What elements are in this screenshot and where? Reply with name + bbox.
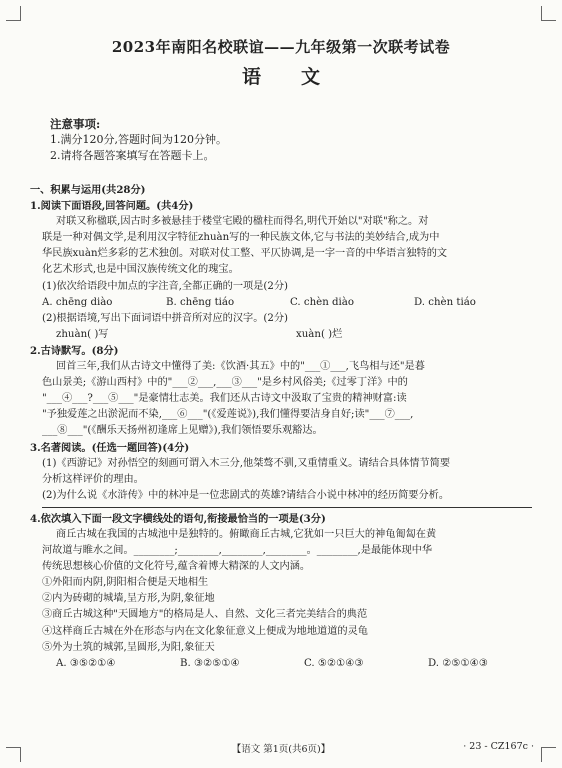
exam-body [30,182,540,672]
option-a: A. chēng diào [42,296,113,308]
statement-item: ③商丘古城这种"天圆地方"的格局是人、自然、文化三者完美结合的典范 [42,609,368,621]
reading-line: 分析这样评价的理由。 [42,473,144,485]
options-row [30,656,540,672]
passage-line: 对联又称楹联,因古时多被悬挂于楼堂宅殿的楹柱而得名,明代开始以"对联"称之。对 [56,216,429,228]
statement-item: ②内为砖砌的城墙,呈方形,为阴,象征地 [42,593,215,605]
option-b: B. chēng tiáo [166,296,235,308]
options-row [30,295,540,311]
answer-rule [42,507,532,508]
notice-heading: 注意事项: [50,117,101,131]
poem-line: "___④___?___⑤___"是豪情壮志美。我们还从古诗文中汲取了宝贵的精神财富:读 [42,393,407,405]
exam-subject: 语文 [241,66,360,88]
question-4-stem: 4.依次填入下面一段文字横线处的语句,衔接最恰当的一项是(3分) [30,512,326,525]
option-b: B. ③②⑤①④ [180,657,240,669]
crop-mark-top-left [6,6,21,21]
sub-question-1-2: (2)根据语境,写出下面词语中拼音所对应的汉字。(2分) [42,312,289,324]
passage-line: 化艺术形式,也是中国汉族传统文化的瑰宝。 [42,264,239,276]
fill-blank-2: xuàn( )烂 [296,328,343,340]
exam-title: 2023年南阳名校联谊——九年级第一次联考试卷 [111,38,451,56]
statement-item: ④这样商丘古城在外在形态与内在文化象征意义上便成为地地道道的灵龟 [42,625,368,637]
crop-mark-top-right [541,6,556,21]
option-c: C. ⑤②①④③ [304,657,364,669]
section-heading: 一、积累与运用(共28分) [30,184,146,196]
reading-line: (2)为什么说《水浒传》中的林冲是一位悲剧式的英雄?请结合小说中林冲的经历简要分析。 [42,489,450,501]
sub-question-1-1: (1)依次给语段中加点的字注音,全都正确的一项是(2分) [42,280,289,292]
fill-blank-1: zhuàn( )写 [56,328,109,340]
option-a: A. ③⑤②①④ [56,657,116,669]
passage-line: 商丘古城在我国的古城池中是独特的。俯瞰商丘古城,它犹如一只巨大的神龟匍匐在黄 [56,528,437,540]
question-3-stem: 3.名著阅读。(任选一题回答)(4分) [30,441,190,454]
fill-row [30,327,540,343]
exam-code: · 23 - CZ167c · [463,741,534,752]
question-2-stem: 2.古诗默写。(8分) [30,344,119,357]
option-c: C. chèn diào [290,296,354,308]
statement-item: ①外阳而内阴,阴阳相合便是天地相生 [42,577,209,589]
page-number: 【语文 第1页(共6页)】 [231,744,331,755]
passage-line: 传统思想核心价值的文化符号,蕴含着博大精深的人文内涵。 [42,561,311,573]
notice-item: 1.满分120分,答题时间为120分钟。 [50,133,227,146]
passage-line: 联是一种对偶文学,是利用汉字特征zhuàn写的一种民族文体,它与书法的美妙结合,成为中 [42,232,440,244]
notice-block [50,116,520,164]
poem-line: ___⑧___"(《酬乐天扬州初逢席上见赠》),我们领悟要乐观豁达。 [42,425,323,437]
question-1-stem: 1.阅读下面语段,回答问题。(共4分) [30,200,194,213]
notice-item: 2.请将各题答案填写在答题卡上。 [50,149,215,162]
poem-line: "予独爱莲之出淤泥而不染,___⑥___"(《爱莲说》),我们懂得要洁身自好;读"___⑦___, [42,409,414,421]
passage-line: 华民族xuàn烂多彩的艺术独创。对联对仗工整、平仄协调,是一字一音的中华语言独特的文 [42,248,448,260]
poem-line: 色山景美;《游山西村》中的"___②___,___③___"是乡村风俗美;《过零丁洋》中的 [42,377,408,389]
reading-line: (1)《西游记》对孙悟空的刻画可谓入木三分,他桀骜不驯,又重情重义。请结合具体情节简要 [42,457,451,469]
option-d: D. chèn tiáo [414,296,476,308]
statement-item: ⑤外为土筑的城郭,呈圆形,为阳,象征天 [42,641,215,653]
poem-line: 回首三年,我们从古诗文中懂得了美:《饮酒·其五》中的"___①___,飞鸟相与还"是暮 [56,361,425,373]
passage-line: 河故道与睢水之间。________;________,________,________。________,是最能体现中华 [42,545,433,557]
option-d: D. ②⑤①④③ [428,657,488,669]
